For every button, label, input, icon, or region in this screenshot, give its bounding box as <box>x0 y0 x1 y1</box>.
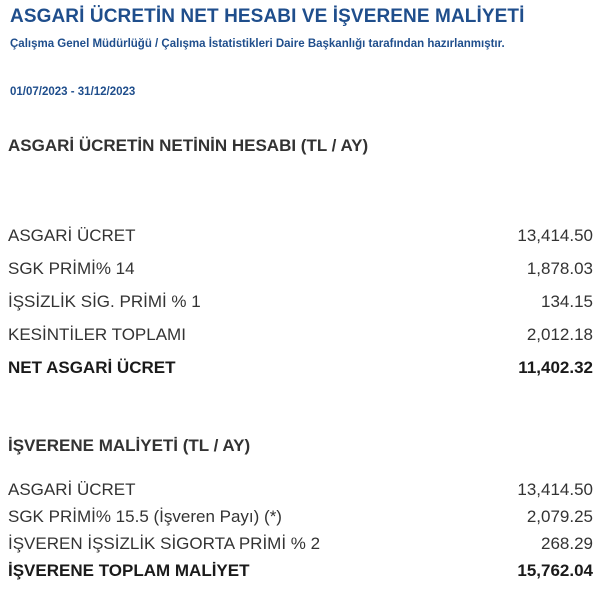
page-subtitle: Çalışma Genel Müdürlüğü / Çalışma İstatistikleri Daire Başkanlığı tarafından hazırlanmıştır. <box>10 38 505 50</box>
table-row <box>8 257 593 281</box>
row-value: 268.29 <box>541 534 593 553</box>
row-label: SGK PRİMİ% 14 <box>8 259 135 278</box>
row-value: 2,012.18 <box>526 325 593 344</box>
row-value: 1,878.03 <box>526 259 593 278</box>
row-label: ASGARİ ÜCRET <box>8 480 136 499</box>
row-label: KESİNTİLER TOPLAMI <box>8 325 186 344</box>
row-label: İŞSİZLİK SİG. PRİMİ % 1 <box>8 292 201 311</box>
table-row <box>8 532 593 556</box>
row-value: 13,414.50 <box>517 480 593 499</box>
row-label: NET ASGARİ ÜCRET <box>8 358 176 377</box>
table-row <box>8 323 593 347</box>
date-range: 01/07/2023 - 31/12/2023 <box>10 86 136 98</box>
row-label: İŞVEREN İŞSİZLİK SİGORTA PRİMİ % 2 <box>8 534 321 553</box>
row-value: 134.15 <box>541 292 593 311</box>
table-row <box>8 290 593 314</box>
net-section-heading: ASGARİ ÜCRETİN NETİNİN HESABI (TL / AY) <box>8 136 369 155</box>
row-label: SGK PRİMİ% 15.5 (İşveren Payı) (*) <box>8 507 282 526</box>
page-title: ASGARİ ÜCRETİN NET HESABI VE İŞVERENE MALİYETİ <box>10 6 525 27</box>
row-label: ASGARİ ÜCRET <box>8 226 136 245</box>
table-row <box>8 224 593 248</box>
row-label: İŞVERENE TOPLAM MALİYET <box>8 561 250 580</box>
net-total-row <box>8 356 593 380</box>
row-value: 2,079.25 <box>526 507 593 526</box>
cost-section-heading: İŞVERENE MALİYETİ (TL / AY) <box>8 436 251 455</box>
cost-total-row <box>8 559 593 583</box>
row-value: 15,762.04 <box>517 561 593 580</box>
table-row <box>8 505 593 529</box>
row-value: 11,402.32 <box>518 358 593 377</box>
table-row <box>8 478 593 502</box>
row-value: 13,414.50 <box>517 226 593 245</box>
